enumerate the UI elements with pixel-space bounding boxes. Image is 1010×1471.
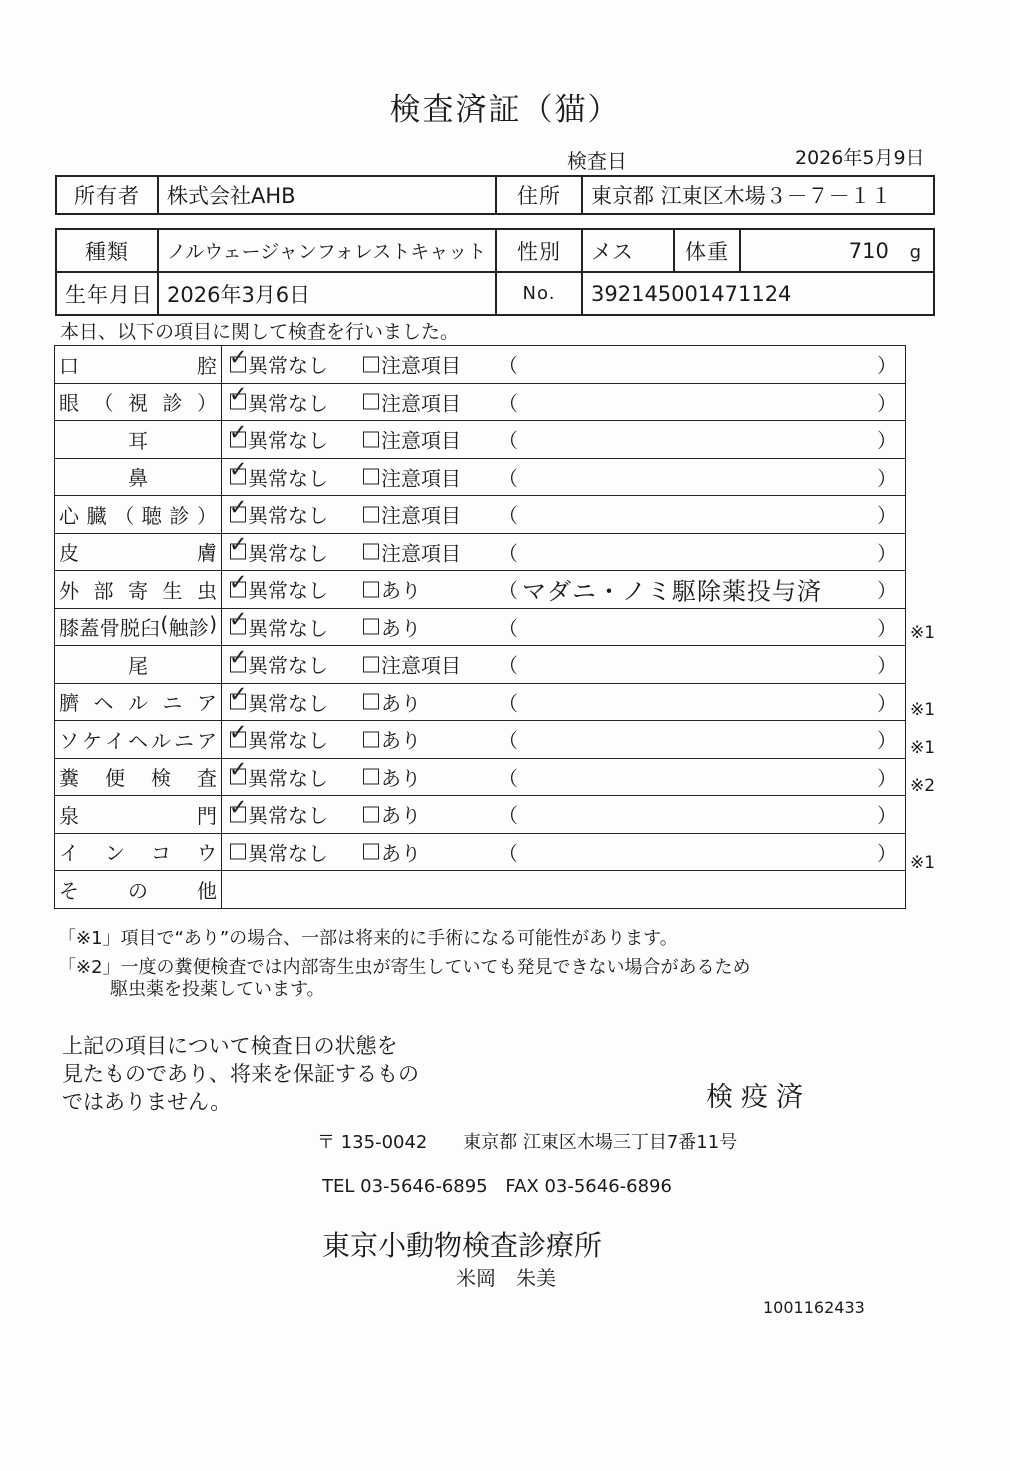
contact-numbers [322,1176,672,1197]
no-abnormality-option[interactable] [229,645,328,679]
item-result [222,346,906,384]
reference-mark: ※1 [910,738,936,758]
item-name-char: 心 [59,503,79,528]
checkbox[interactable] [229,383,248,410]
option-label: あり [381,841,421,866]
check-mark-icon: ✓ [229,420,248,446]
item-name-spread [59,612,217,641]
close-paren: ） [877,728,897,753]
tel-number: TEL 03-5646-6895 [322,1176,488,1197]
check-mark-icon: ✓ [229,533,248,558]
item-name [55,571,222,609]
close-paren: ） [877,466,897,491]
item-name-char: ニ [174,728,194,753]
checkbox[interactable] [229,570,248,597]
dob-label: 生年月日 [56,272,158,315]
checkbox[interactable] [229,758,248,785]
reference-mark: ※2 [910,776,936,797]
item-name-char: ア [197,691,217,716]
check-mark-icon: ✓ [229,720,248,746]
item-name-char: 診 [169,503,190,528]
option-label: 異常なし [248,766,328,791]
check-mark-icon: ✓ [229,758,248,783]
option-label: あり [381,766,421,791]
item-name [55,683,222,721]
item-name-char: ヘ [128,728,148,753]
checkbox[interactable] [363,544,379,560]
checkbox[interactable] [363,844,379,860]
dob-value: 2026年3月6日 [158,272,496,315]
item-name-char: （ [93,391,114,416]
item-result [222,571,906,609]
finding-option[interactable] [363,425,461,454]
other-label-char: 他 [197,878,217,903]
disclaimer-line: ではありません。 [62,1090,232,1114]
item-result [222,458,906,496]
check-mark-icon: ✓ [229,458,248,483]
disclaimer-line: 見たものであり、将来を保証するもの [62,1062,419,1086]
no-abnormality-option[interactable] [229,720,328,754]
item-name-char: 口 [59,353,79,378]
option-label: 注意項目 [381,391,461,416]
reference-mark: ※1 [910,853,936,874]
footnote-2-line-2: 駆虫薬を投薬しています。 [110,979,325,1000]
checkbox[interactable] [363,769,379,785]
inspection-row [55,458,906,496]
item-name [55,721,222,759]
item-name [55,833,222,871]
document-title: 検査済証（猫） [389,92,621,128]
clinic-address [317,1128,737,1154]
reference-mark: ※1 [910,622,936,643]
no-abnormality-option[interactable] [230,837,328,866]
sex-label: 性別 [496,229,582,272]
option-label: あり [381,728,421,753]
finding-option[interactable] [363,612,421,641]
checkbox[interactable] [229,458,248,485]
inspection-row [55,758,906,796]
item-name-char: 寄 [128,578,148,603]
option-label: 異常なし [248,841,328,866]
inspection-row [55,571,906,609]
item-name-char: 臼 [140,616,161,641]
item-name-spread [59,350,217,379]
item-name-char: 生 [162,578,183,603]
check-mark-icon: ✓ [229,345,248,371]
item-name-char: 査 [197,766,217,791]
item-name-char: ) [209,612,217,637]
finding-option[interactable] [363,687,421,716]
no-abnormality-option[interactable] [229,383,328,416]
item-name-char: イ [105,728,125,753]
checkbox[interactable] [363,394,379,410]
item-name: 耳 [55,421,222,459]
item-name [55,346,222,384]
checkbox[interactable] [229,795,248,822]
open-paren: （ [498,653,518,678]
other-label [55,871,222,909]
serial-number: 1001162433 [763,1298,865,1317]
checkbox[interactable] [229,345,248,372]
finding-option[interactable] [363,500,461,529]
check-mark-icon: ✓ [229,683,248,708]
item-name-char: イ [59,841,79,866]
no-abnormality-option[interactable] [229,533,328,566]
item-name-char: 脱 [119,616,140,641]
item-name-char: 検 [151,766,171,791]
open-paren: （ [498,803,518,828]
weight-value: 710 [848,238,889,263]
no-abnormality-option[interactable] [229,570,328,604]
option-label: 異常なし [248,728,328,753]
other-notes-field[interactable] [222,871,906,909]
option-label: あり [381,803,421,828]
owner-name: 株式会社AHB [158,176,496,214]
close-paren: ） [877,503,897,528]
item-name-char: 視 [128,391,148,416]
item-name-char: 便 [105,766,125,791]
disclaimer-line: 上記の項目について検査日の状態を [62,1034,398,1058]
other-row [55,871,906,909]
checkbox[interactable] [363,431,379,447]
option-label: 注意項目 [381,653,461,678]
open-paren: （ [498,466,518,491]
open-paren: （ [498,428,518,453]
item-name-spread [59,537,217,566]
item-name-char: ） [196,503,217,528]
close-paren: ） [877,391,897,416]
item-name-char: 門 [197,803,217,828]
inspection-row [55,346,906,384]
open-paren: （ [498,353,518,378]
intro-text: 本日、以下の項目に関して検査を行いました。 [60,321,460,343]
item-name-char: 部 [93,578,114,603]
item-name-char: 臍 [59,691,79,716]
item-name-char: 診 [162,391,183,416]
option-label: 注意項目 [381,541,461,566]
open-paren: （ [498,541,518,566]
disclaimer [62,1032,419,1116]
checkbox[interactable] [363,469,379,485]
item-name-spread [59,725,217,754]
finding-option[interactable] [363,537,461,566]
quarantine-stamp: 検疫済 [706,1082,811,1113]
item-name-char: ( [160,612,169,637]
option-label: 異常なし [248,616,328,641]
option-label: 異常なし [248,503,328,528]
checkbox[interactable] [363,356,379,372]
item-name-char: 糞 [59,766,79,791]
breed-label: 種類 [56,229,158,272]
open-paren: （ [498,728,518,753]
open-paren: （ [498,391,518,416]
item-name [55,496,222,534]
item-name-char: 触 [168,616,189,641]
option-label: 異常なし [248,353,328,378]
footnote-2-line-1: 「※2」一度の糞便検査では内部寄生虫が寄生していても発見できない場合があるため [58,957,751,978]
item-name-spread [59,575,217,604]
option-label: あり [381,616,421,641]
check-mark-icon: ✓ [229,645,248,671]
inspection-row [55,721,906,759]
weight-unit: g [909,241,921,263]
item-note: マダニ・ノミ駆除薬投与済 [522,577,822,606]
item-name-char: 腔 [197,353,217,378]
item-name-spread [59,800,217,829]
option-label: 異常なし [248,428,328,453]
inspection-date-label: 検査日 [567,149,627,173]
owner-table [55,175,935,215]
open-paren: （ [498,766,518,791]
check-mark-icon: ✓ [229,795,248,821]
close-paren: ） [877,691,897,716]
no-abnormality-option[interactable] [229,420,328,454]
finding-option[interactable] [363,762,421,791]
item-result [222,646,906,684]
item-name-char: ソ [59,728,79,753]
no-value: 392145001471124 [582,272,934,315]
no-abnormality-option[interactable] [229,795,328,829]
item-name-spread [59,687,217,716]
item-name [55,608,222,646]
no-abnormality-option[interactable] [229,608,328,641]
option-label: 異常なし [248,803,328,828]
item-name-char: 診 [188,616,209,641]
check-mark-icon: ✓ [229,570,248,596]
item-name-char: 皮 [59,541,79,566]
owner-label: 所有者 [56,176,158,214]
option-label: 注意項目 [381,466,461,491]
open-paren: （ [498,616,518,641]
finding-option[interactable] [363,800,421,829]
close-paren: ） [877,616,897,641]
other-label-char: そ [59,878,79,903]
checkbox[interactable] [229,608,248,635]
check-mark-icon: ✓ [229,608,248,633]
clinic-name: 東京小動物検査診療所 [322,1229,603,1262]
close-paren: ） [877,803,897,828]
close-paren: ） [877,353,897,378]
no-abnormality-option[interactable] [229,458,328,491]
pet-table [55,228,935,316]
item-name-char: ケ [82,728,102,753]
item-name-char: 外 [59,578,79,603]
postal-code: 〒 135-0042 [317,1132,428,1153]
no-abnormality-option[interactable] [229,345,328,379]
item-name-spread [59,387,217,416]
close-paren: ） [877,578,897,603]
finding-option[interactable] [363,387,461,416]
inspection-row [55,496,906,534]
item-name [55,383,222,421]
no-abnormality-option[interactable] [229,683,328,716]
item-name-char: 蓋 [79,616,100,641]
open-paren: （ [498,578,518,603]
inspection-row [55,421,906,459]
checkbox[interactable] [229,645,248,672]
fax-number: FAX 03-5646-6896 [505,1176,672,1197]
item-name-char: 眼 [59,391,79,416]
finding-option[interactable] [363,575,421,604]
street-address: 東京都 江東区木場三丁目7番11号 [463,1132,738,1153]
item-name [55,796,222,834]
option-label: 注意項目 [381,353,461,378]
item-name: 鼻 [55,458,222,496]
breed-value: ノルウェージャンフォレストキャット [158,229,496,272]
item-name-char: 聴 [141,503,162,528]
address-label: 住所 [496,176,582,214]
option-label: 注意項目 [381,503,461,528]
inspection-items-table [54,345,906,909]
open-paren: （ [498,841,518,866]
checkbox[interactable] [229,533,248,560]
item-name-char: （ [114,503,135,528]
option-label: 異常なし [248,391,328,416]
checkbox[interactable] [363,656,379,672]
close-paren: ） [877,428,897,453]
inspection-row [55,383,906,421]
other-label-spread [59,875,217,904]
footnote-1: 「※1」項目で“あり”の場合、一部は将来的に手術になる可能性があります。 [58,928,678,949]
item-name-char: ） [197,391,217,416]
finding-option[interactable] [363,725,421,754]
item-result [222,721,906,759]
close-paren: ） [877,653,897,678]
inspection-row [55,646,906,684]
item-name-char: ヘ [93,691,114,716]
option-label: 異常なし [248,653,328,678]
checkbox[interactable] [363,806,379,822]
option-label: 異常なし [248,541,328,566]
inspection-row [55,833,906,871]
item-result [222,421,906,459]
item-name-char: 骨 [99,616,120,641]
inspection-row [55,796,906,834]
option-label: 異常なし [248,691,328,716]
checkbox[interactable] [229,495,248,522]
item-result [222,383,906,421]
item-name-char: ル [128,691,148,716]
item-name [55,758,222,796]
item-name-char: ニ [162,691,183,716]
item-name-char: 泉 [59,803,79,828]
inspection-row [55,683,906,721]
no-label: No. [496,272,582,315]
item-result [222,758,906,796]
checkbox[interactable] [363,581,379,597]
item-result [222,683,906,721]
option-label: 異常なし [248,466,328,491]
item-result [222,496,906,534]
close-paren: ） [877,766,897,791]
item-name-spread [59,762,217,791]
finding-option[interactable] [363,650,461,679]
item-name-char: ル [151,728,171,753]
option-label: あり [381,578,421,603]
weight-label: 体重 [674,229,740,272]
checkbox[interactable] [363,694,379,710]
checkbox[interactable] [229,720,248,747]
checkbox[interactable] [363,619,379,635]
checkbox[interactable] [230,844,246,860]
item-name-char: ン [105,841,125,866]
checkbox[interactable] [229,420,248,447]
item-result [222,833,906,871]
close-paren: ） [877,541,897,566]
other-label-char: の [128,878,148,903]
checkbox[interactable] [363,506,379,522]
item-result [222,533,906,571]
item-name-char: コ [151,841,171,866]
veterinarian-name: 米岡 朱美 [456,1266,556,1290]
finding-option[interactable] [363,837,421,866]
finding-option[interactable] [363,350,461,379]
item-result [222,796,906,834]
item-name-char: 臓 [86,503,107,528]
reference-mark: ※1 [910,699,936,720]
check-mark-icon: ✓ [229,383,248,408]
item-name-char: 虫 [197,578,217,603]
item-name-spread [59,837,217,866]
item-name-char: 膝 [59,616,79,641]
check-mark-icon: ✓ [229,495,248,521]
open-paren: （ [498,691,518,716]
close-paren: ） [877,841,897,866]
item-name-char: 膚 [197,541,217,566]
open-paren: （ [498,503,518,528]
item-result [222,608,906,646]
checkbox[interactable] [363,731,379,747]
checkbox[interactable] [229,683,248,710]
finding-option[interactable] [363,462,461,491]
sex-value: メス [582,229,674,272]
option-label: 注意項目 [381,428,461,453]
no-abnormality-option[interactable] [229,758,328,791]
inspection-row [55,533,906,571]
item-name: 尾 [55,646,222,684]
owner-address: 東京都 江東区木場３－７－１１ [582,176,934,214]
item-name-char: ウ [197,841,217,866]
no-abnormality-option[interactable] [229,495,328,529]
option-label: 異常なし [248,578,328,603]
inspection-date: 2026年5月9日 [795,147,925,169]
item-name-spread [59,500,217,529]
option-label: あり [381,691,421,716]
inspection-row [55,608,906,646]
weight-cell [740,229,934,272]
item-name [55,533,222,571]
item-name-char: ア [197,728,217,753]
